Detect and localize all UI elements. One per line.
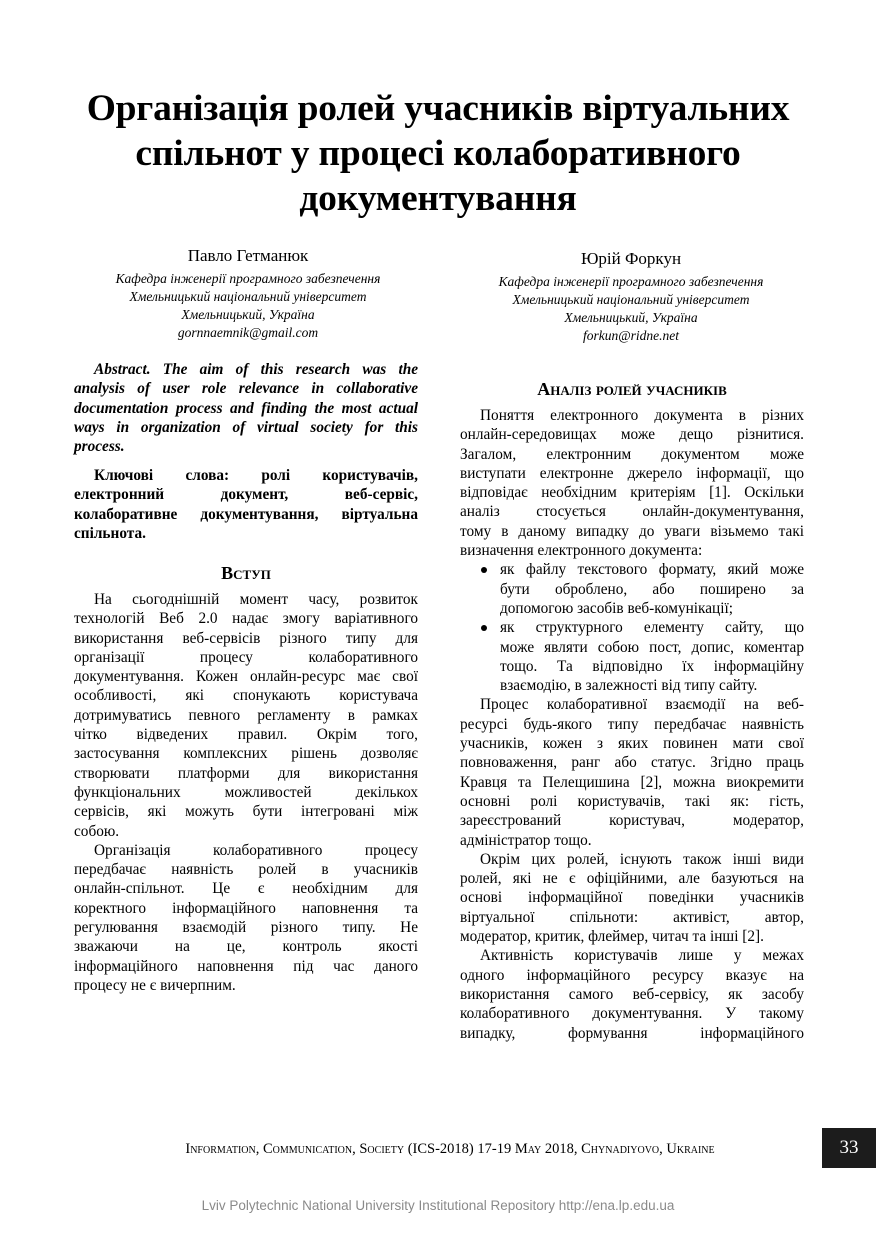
- author-university: Хмельницький національний університет: [129, 289, 367, 304]
- paragraph: [460, 946, 804, 1042]
- text-line: основі інформаційної поведінки учасників: [460, 889, 804, 907]
- repository-watermark: Lviv Polytechnic National University Institutional Repository http://ena.lp.edu.ua: [201, 1198, 675, 1213]
- text-line: застосування комплексних рішень дозволяє: [74, 745, 418, 763]
- author-department: Кафедра інженерії програмного забезпечення: [498, 274, 764, 289]
- text-line: одного інформаційного ресурсу вказує на: [460, 966, 804, 984]
- author-block-1: [60, 246, 436, 342]
- text-line: відповідає необхідним критеріям [1]. Оскільки: [460, 484, 804, 502]
- text-line: Активність користувачів лише у межах: [480, 947, 804, 965]
- page-number: 33: [822, 1128, 876, 1168]
- text-line: передбачає наявність ролей в учасників: [74, 861, 418, 879]
- text-line: випадку, формування інформаційного: [460, 1024, 804, 1042]
- abstract: [74, 360, 418, 456]
- paper-title: [40, 86, 836, 221]
- title-line: спільнот у процесі колаборативного: [135, 133, 741, 174]
- text-line: бути оброблено, або поширено за: [500, 580, 804, 598]
- text-line: коректного інформаційного наповнення та: [74, 899, 418, 917]
- text-line: використання самого веб-сервісу, як засобу: [460, 985, 804, 1003]
- text-line: визначення електронного документа:: [460, 542, 703, 560]
- paragraph: [74, 841, 418, 995]
- analysis-body: [460, 406, 804, 1043]
- text-line: як файлу текстового формату, який може: [500, 561, 804, 579]
- text-line: чітко відведених правил. Окрім того,: [74, 726, 418, 744]
- title-line: документування: [299, 178, 577, 219]
- text-line: використання веб-сервісів різного типу для: [74, 629, 418, 647]
- text-line: тому в даному випадку до уваги візьмемо такі: [460, 522, 804, 540]
- paragraph: [460, 850, 804, 946]
- conference-footer: Information, Communication, Society (ICS-2018) 17-19 May 2018, Chynadiyovo, Ukraine: [185, 1141, 715, 1157]
- text-line: повноваження, ранг або статус. Згідно праць: [460, 754, 804, 772]
- author-department: Кафедра інженерії програмного забезпечення: [115, 271, 381, 286]
- text-line: процесу не є вичерпним.: [74, 976, 236, 994]
- keywords-line: електронний документ, веб-сервіс,: [74, 486, 418, 504]
- text-line: допомогою засобів веб-комунікації;: [500, 599, 733, 617]
- abstract-line: process.: [74, 438, 125, 456]
- text-line: онлайн-середовищах може дещо різнитися.: [460, 426, 804, 444]
- text-line: як структурного елементу сайту, що: [500, 619, 804, 637]
- text-line: зважаючи на це, контроль якості: [74, 938, 418, 956]
- text-line: документування. Кожен онлайн-ресурс має свої: [74, 668, 418, 686]
- text-line: ресурсі будь-якого типу передбачає наявність: [460, 715, 804, 733]
- keywords-line: Ключові слова: ролі користувачів,: [94, 467, 418, 484]
- list-item: [460, 560, 804, 618]
- text-line: Кравця та Пелещишина [2], можна виокремити: [460, 773, 804, 791]
- author-university: Хмельницький національний університет: [512, 292, 750, 307]
- text-line: На сьогоднішній момент часу, розвиток: [94, 591, 418, 608]
- bullet-icon: [481, 567, 487, 573]
- abstract-line: Abstract. The aim of this research was the: [94, 361, 418, 378]
- paragraph: [74, 590, 418, 841]
- text-line: інформаційного наповнення під час даного: [74, 957, 418, 975]
- text-line: Окрім цих ролей, існують також інші види: [480, 850, 804, 868]
- author-name: Павло Гетманюк: [187, 246, 309, 265]
- text-line: Процес колаборативної взаємодії на веб-: [480, 696, 804, 714]
- author-city: Хмельницький, Україна: [181, 307, 315, 322]
- text-line: основні ролі користувачів, такі як: гість,: [460, 792, 804, 810]
- keywords: [74, 466, 418, 543]
- text-line: віртуальної спільноти: активіст, автор,: [460, 908, 804, 926]
- text-line: Поняття електронного документа в різних: [480, 407, 804, 424]
- text-line: Загалом, електронним документом може: [460, 445, 804, 463]
- text-line: собою.: [74, 822, 120, 840]
- text-line: колаборативного документування. У такому: [460, 1005, 804, 1023]
- bullet-icon: [481, 625, 487, 631]
- section-heading-intro: Вступ: [221, 563, 271, 583]
- text-line: може являти собою пост, допис, коментар: [500, 638, 804, 656]
- keywords-line: спільнота.: [74, 524, 146, 542]
- paragraph: [460, 406, 804, 560]
- author-name: Юрій Форкун: [580, 249, 682, 268]
- author-city: Хмельницький, Україна: [564, 310, 698, 325]
- text-line: створювати платформи для використання: [74, 764, 418, 782]
- text-line: функціональних можливостей декількох: [74, 783, 418, 801]
- text-line: Організація колаборативного процесу: [94, 841, 418, 859]
- list-item: [460, 618, 804, 695]
- abstract-line: documentation process and finding the most actual: [74, 399, 418, 417]
- section-heading-analysis: Аналіз ролей учасників: [537, 379, 727, 399]
- abstract-line: ways in organization of virtual society for this: [74, 418, 418, 436]
- text-line: регулювання взаємодій різного типу. Не: [74, 919, 418, 937]
- author-email: forkun@ridne.net: [582, 328, 680, 343]
- text-line: аналіз стосується онлайн-документування,: [460, 503, 804, 521]
- title-line: Організація ролей учасників віртуальних: [86, 88, 790, 129]
- text-line: зареєстрований користувач, модератор,: [460, 812, 804, 830]
- author-block-2: [446, 249, 816, 345]
- text-line: особливості, які спонукають користувача: [74, 687, 418, 705]
- abstract-line: analysis of user role relevance in collaborative: [74, 380, 418, 398]
- text-line: учасників, кожен з яких повинен мати свої: [460, 735, 804, 753]
- keywords-line: колаборативне документування, віртуальна: [74, 505, 418, 523]
- text-line: дотримуватись певного регламенту в рамках: [74, 706, 418, 724]
- text-line: ролей, які не є офіційними, але базуються на: [460, 870, 804, 888]
- text-line: виступати електронне джерело інформації, що: [460, 464, 804, 482]
- paragraph: [460, 695, 804, 849]
- text-line: взаємодію, в залежності від типу сайту.: [500, 677, 758, 695]
- text-line: сервісів, які можуть бути інтегровані між: [74, 803, 418, 821]
- intro-body: [74, 590, 418, 995]
- author-email: gornnaemnik@gmail.com: [177, 325, 319, 340]
- text-line: онлайн-спільнот. Це є необхідним для: [74, 880, 418, 898]
- text-line: адміністратор тощо.: [460, 831, 592, 849]
- text-line: тощо. Та відповідно їх інформаційну: [500, 657, 804, 675]
- text-line: технологій Веб 2.0 надає змогу варіативного: [74, 610, 418, 628]
- text-line: модератор, критик, флеймер, читач та інші [2].: [460, 928, 764, 946]
- text-line: організації процесу колаборативного: [74, 648, 418, 666]
